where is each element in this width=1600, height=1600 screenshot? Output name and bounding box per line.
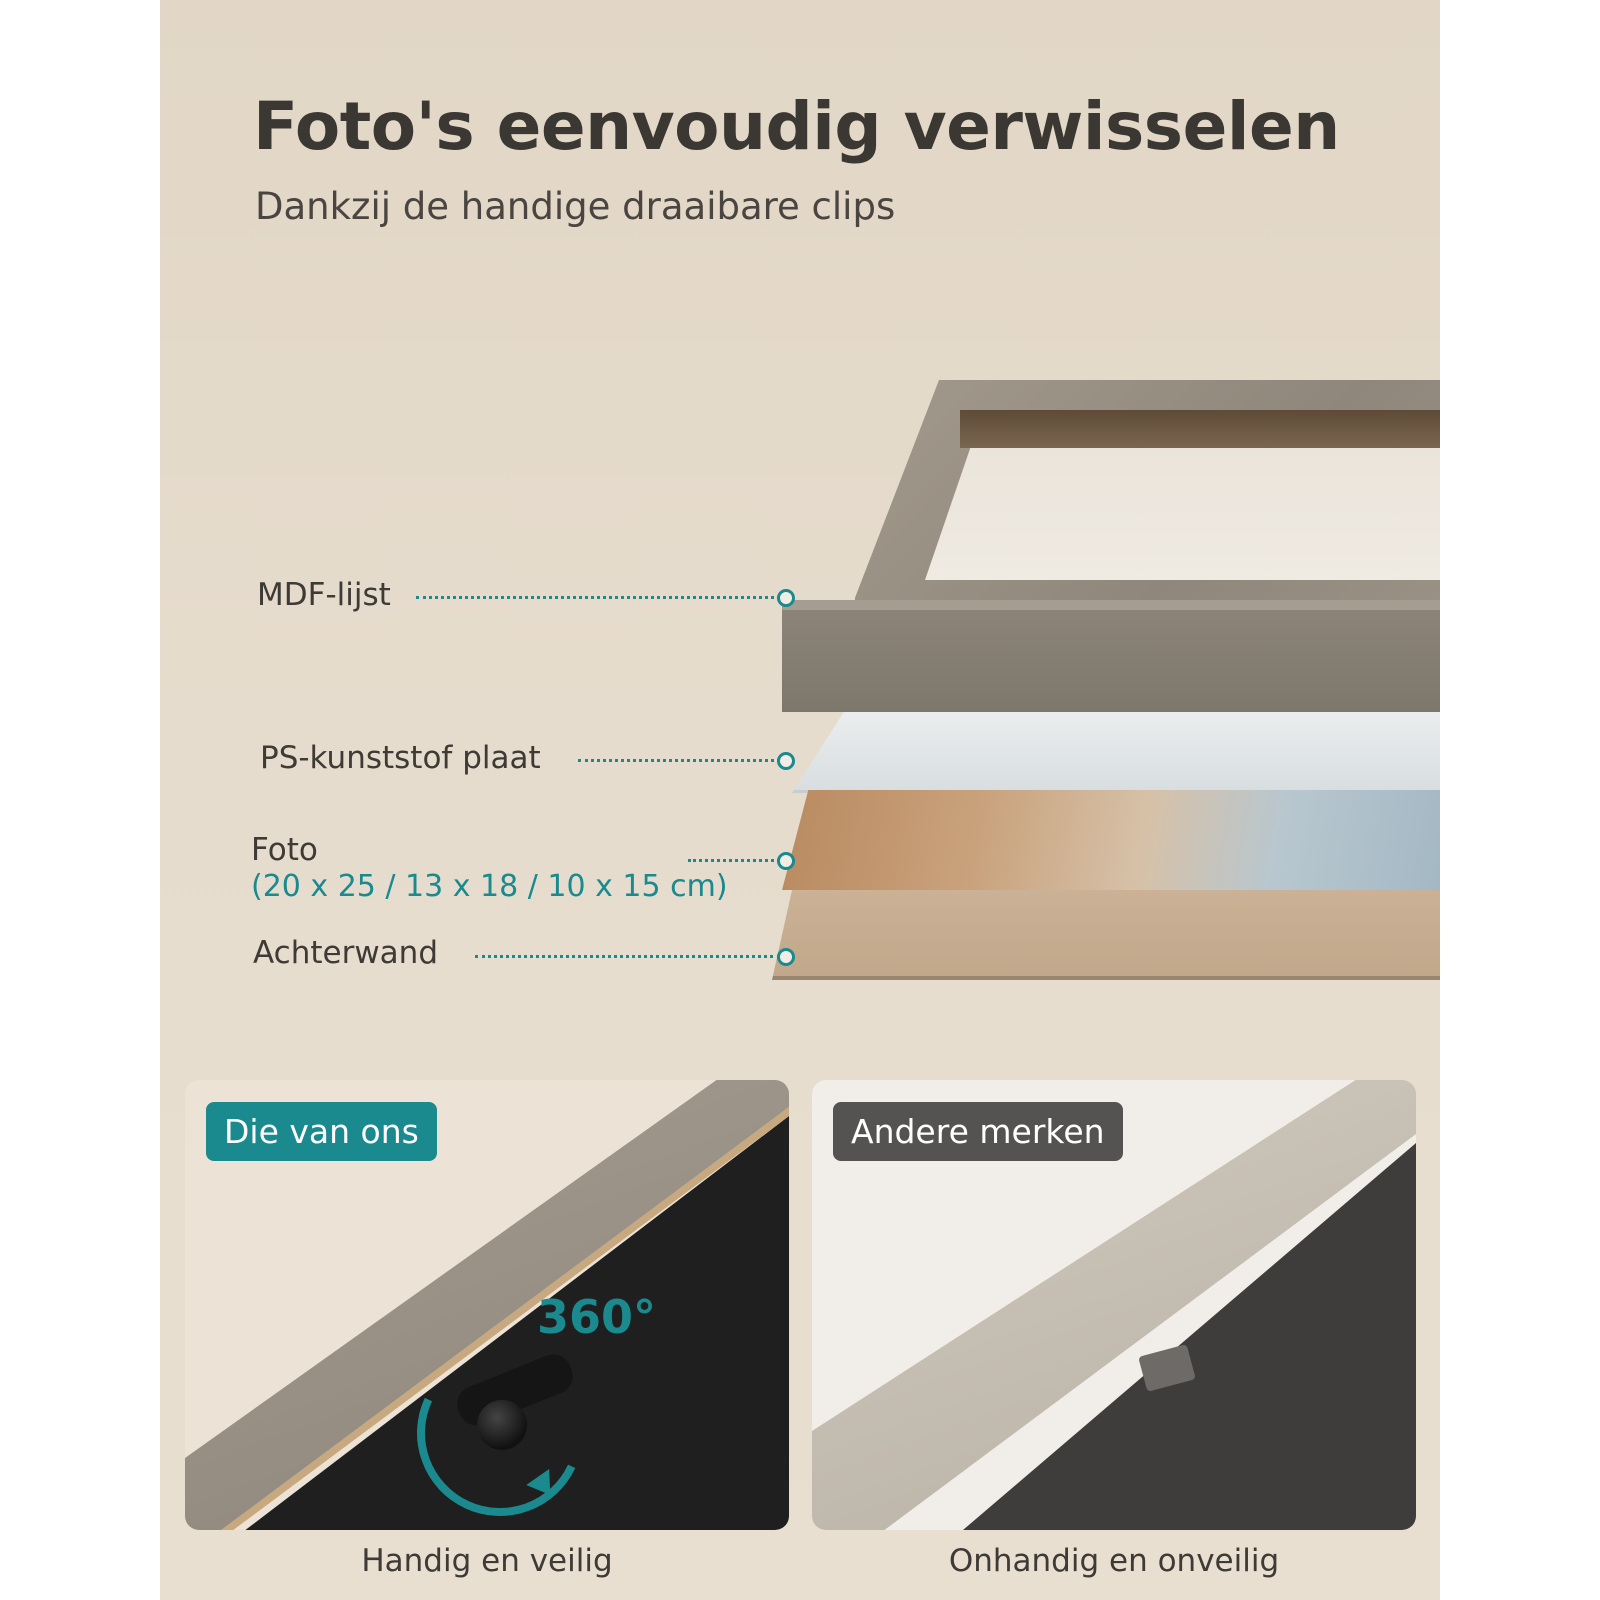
leader-dot-frame [777, 589, 795, 607]
label-mdf-frame: MDF-lijst [257, 577, 391, 613]
leader-line-back [475, 955, 780, 958]
caption-ours: Handig en veilig [361, 1543, 613, 1579]
beach-photo [782, 790, 1440, 890]
badge-ours: Die van ons [206, 1102, 437, 1161]
caption-other: Onhandig en onveilig [948, 1543, 1280, 1579]
ps-plastic-plate [792, 712, 1440, 793]
mdf-frame-edge [782, 600, 1440, 610]
rotation-degrees: 360° [537, 1290, 657, 1344]
frame-inner-rebate [960, 410, 1440, 448]
page-title: Foto's eenvoudig verwisselen [253, 88, 1340, 165]
label-ps-plate: PS-kunststof plaat [260, 740, 541, 776]
leader-dot-photo [777, 852, 795, 870]
page-subtitle: Dankzij de handige draaibare clips [255, 185, 896, 228]
infographic-panel [160, 0, 1440, 1600]
label-photo-sizes: (20 x 25 / 13 x 18 / 10 x 15 cm) [251, 869, 728, 904]
label-backboard: Achterwand [253, 935, 439, 971]
card-other-brands [812, 1080, 1416, 1530]
leader-line-plate [578, 759, 780, 762]
card-ours [185, 1080, 789, 1530]
leader-line-frame [416, 596, 780, 599]
clip-rivet [477, 1400, 527, 1450]
badge-other: Andere merken [833, 1102, 1123, 1161]
leader-dot-back [777, 948, 795, 966]
backboard [772, 890, 1440, 980]
mdf-frame-front [782, 600, 1440, 712]
label-photo: Foto [251, 832, 318, 868]
leader-line-photo [688, 859, 780, 862]
leader-dot-plate [777, 752, 795, 770]
